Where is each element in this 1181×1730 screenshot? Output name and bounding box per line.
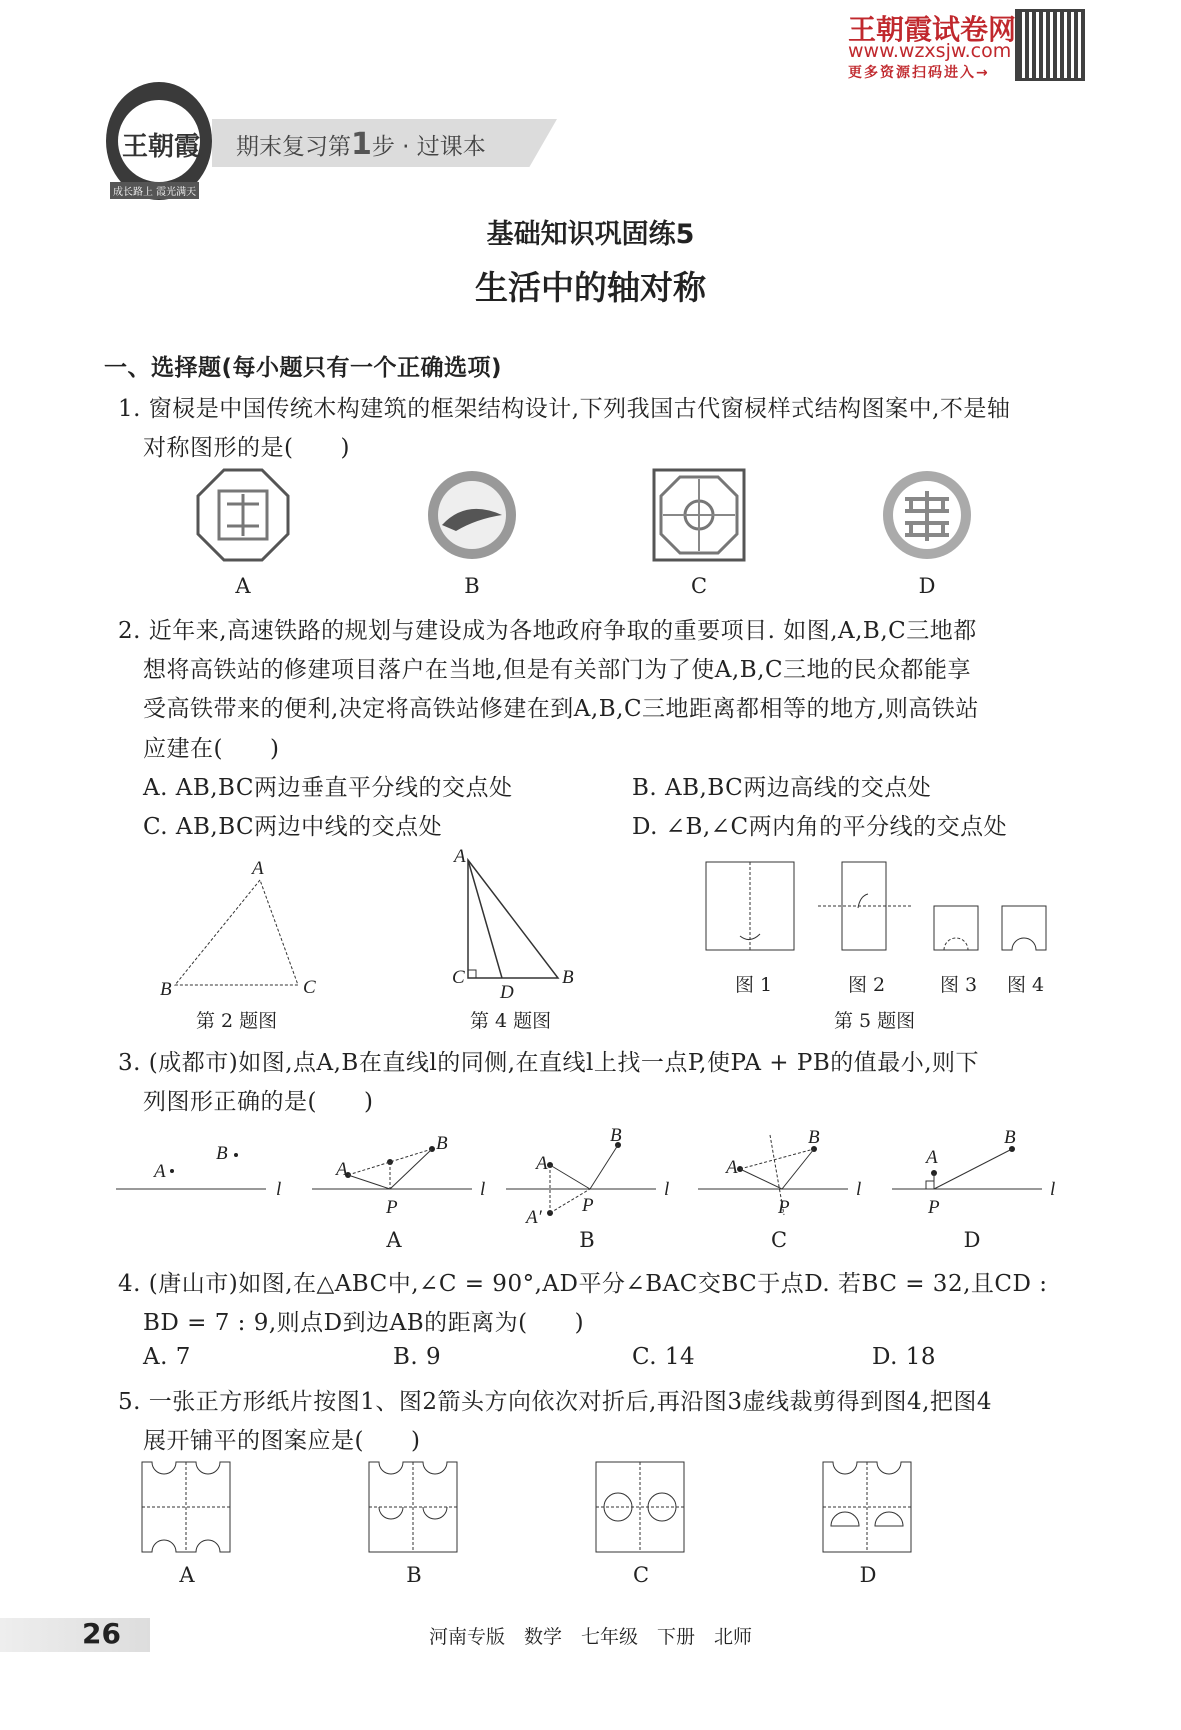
q2-option: C. AB,BC两边中线的交点处 (143, 814, 443, 840)
point-label: A (454, 846, 466, 867)
point-label: P (928, 1197, 940, 1218)
q5-step-label: 图 1 (735, 974, 773, 996)
q3-option-d-figure (892, 1127, 1062, 1225)
q1-option-label: D (918, 574, 936, 598)
point-label: B (610, 1125, 622, 1146)
q4-option: B. 9 (393, 1344, 442, 1370)
point-label: A (726, 1157, 738, 1178)
q5-option-a-figure (142, 1462, 232, 1554)
q2-line: 想将高铁站的修建项目落户在当地,但是有关部门为了使A,B,C三地的民众都能享 (143, 657, 972, 683)
point-label: C (452, 967, 465, 988)
qr-code-icon[interactable] (1018, 12, 1082, 78)
q3-option-a-figure (312, 1133, 486, 1225)
q4-option: C. 14 (632, 1344, 696, 1370)
q1-option-label: B (464, 574, 480, 598)
point-label: l (276, 1179, 282, 1200)
point-label: D (500, 982, 514, 1003)
q2-figure-caption: 第 2 题图 (196, 1010, 278, 1032)
q5-step-label: 图 2 (848, 974, 886, 996)
point-label: P (778, 1197, 790, 1218)
section-heading: 一、选择题(每小题只有一个正确选项) (104, 355, 503, 381)
q2-option: B. AB,BC两边高线的交点处 (632, 775, 932, 801)
q5-folding-figure (700, 858, 1060, 958)
q4-figure-caption: 第 4 题图 (470, 1010, 552, 1032)
q4-line: 4. (唐山市)如图,在△ABC中,∠C = 90°,AD平分∠BAC交BC于点D. 若BC = 32,且CD : (118, 1271, 1048, 1297)
q3-option-c-figure (698, 1127, 868, 1225)
q5-option-label: A (179, 1563, 195, 1587)
q3-option-label: A (386, 1228, 402, 1252)
point-label: A (154, 1161, 166, 1182)
q5-option-label: C (632, 1563, 650, 1587)
q4-option: D. 18 (872, 1344, 937, 1370)
q2-triangle-figure (160, 860, 330, 1000)
banner-number: 1 (351, 127, 372, 162)
point-label: P (386, 1197, 398, 1218)
banner-text (236, 127, 486, 162)
q5-option-label: B (406, 1563, 422, 1587)
point-label: B (216, 1143, 228, 1164)
point-label: A (926, 1147, 938, 1168)
q3-option-b-figure (506, 1125, 676, 1228)
page-title: 生活中的轴对称 (475, 268, 706, 307)
point-label: A (336, 1159, 348, 1180)
q5-step-label: 图 4 (1007, 974, 1045, 996)
point-label: B (808, 1127, 820, 1148)
q2-option: D. ∠B,∠C两内角的平分线的交点处 (632, 814, 1008, 840)
window-pattern-b (426, 469, 518, 561)
point-label: l (664, 1179, 670, 1200)
point-label: A′ (526, 1207, 542, 1228)
point-label: l (856, 1179, 862, 1200)
brand-name: 王朝霞试卷网 (848, 13, 1017, 46)
q5-step-label: 图 3 (940, 974, 978, 996)
q2-line: 受高铁带来的便利,决定将高铁站修建在到A,B,C三地距离都相等的地方,则高铁站 (143, 696, 979, 722)
page-subtitle: 基础知识巩固练5 (486, 219, 695, 250)
q2-line: 应建在( ) (143, 736, 280, 762)
q2-line: 2. 近年来,高速铁路的规划与建设成为各地政府争取的重要项目. 如图,A,B,C三地都 (118, 618, 977, 644)
banner-suffix: 步 · 过课本 (371, 134, 486, 160)
q3-option-label: B (579, 1228, 595, 1252)
q5-option-c-figure (596, 1462, 686, 1554)
point-label: B (562, 967, 574, 988)
banner-prefix: 期末复习第 (236, 134, 351, 160)
q5-option-b-figure (369, 1462, 459, 1554)
logo-text: 王朝霞 (122, 132, 201, 162)
footer-book-info: 河南专版 数学 七年级 下册 北师 (428, 1626, 752, 1648)
brand-url[interactable]: www.wzxsjw.com (848, 40, 1012, 62)
q1-option-label: C (690, 574, 708, 598)
point-label: C (303, 977, 316, 998)
point-label: l (1050, 1179, 1056, 1200)
q5-option-label: D (859, 1563, 877, 1587)
q3-option-label: D (963, 1228, 981, 1252)
q5-option-d-figure (823, 1462, 913, 1554)
point-label: B (160, 979, 172, 1000)
logo (106, 82, 212, 200)
q1-line: 1. 窗棂是中国传统木构建筑的框架结构设计,下列我国古代窗棂样式结构图案中,不是轴 (118, 396, 1011, 422)
point-label: P (582, 1195, 594, 1216)
window-pattern-d (881, 469, 973, 561)
q3-line: 3. (成都市)如图,点A,B在直线l的同侧,在直线l上找一点P,使PA + PB的值最小,则下 (118, 1050, 980, 1076)
q3-line: 列图形正确的是( ) (143, 1089, 374, 1115)
window-pattern-c (653, 469, 745, 561)
point-label: B (436, 1133, 448, 1154)
q4-option: A. 7 (143, 1344, 191, 1370)
page-number: 26 (82, 1617, 121, 1650)
q3-given-figure (116, 1135, 286, 1215)
point-label: l (480, 1179, 486, 1200)
q2-option: A. AB,BC两边垂直平分线的交点处 (143, 775, 513, 801)
q3-option-label: C (770, 1228, 788, 1252)
point-label: A (536, 1153, 548, 1174)
q5-line: 展开铺平的图案应是( ) (143, 1428, 421, 1454)
point-label: A (252, 858, 264, 879)
brand-slogan: 更多资源扫码进入→ (848, 65, 990, 81)
point-label: B (1004, 1127, 1016, 1148)
q1-option-label: A (235, 574, 251, 598)
q4-line: BD = 7 : 9,则点D到边AB的距离为( ) (143, 1310, 585, 1336)
q5-line: 5. 一张正方形纸片按图1、图2箭头方向依次对折后,再沿图3虚线裁剪得到图4,把图4 (118, 1389, 993, 1415)
window-pattern-a (197, 469, 289, 561)
q1-line: 对称图形的是( ) (143, 435, 350, 461)
q5-figure-caption: 第 5 题图 (834, 1010, 916, 1032)
logo-ribbon: 成长路上 霞光满天 (110, 182, 199, 199)
q4-right-triangle-figure (450, 846, 580, 1003)
